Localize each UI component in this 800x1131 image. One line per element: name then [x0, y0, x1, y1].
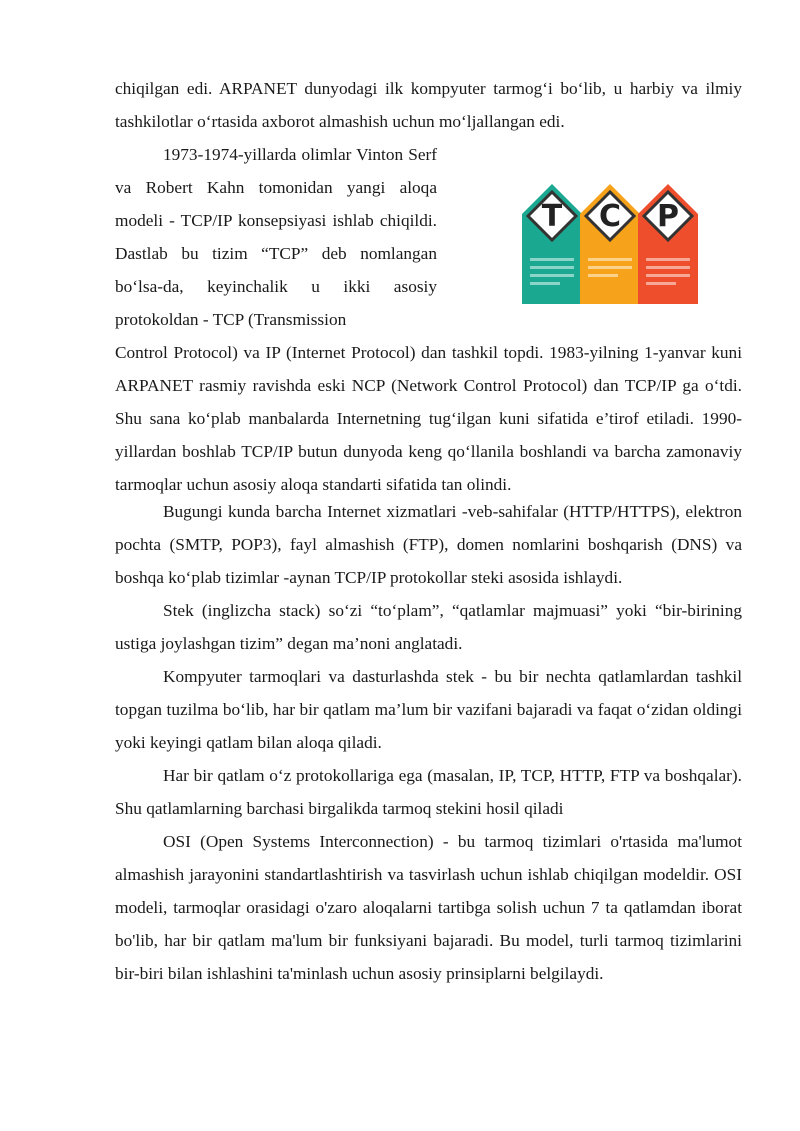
- paragraph-osi-model: OSI (Open Systems Interconnection) - bu tarmoq tizimlari o'rtasida ma'lumot almashish jarayonini standartlashtirish va tasvirlash uchun ishlab chiqilgan modeldir. OSI modeli, tarmoqlar orasidagi o'zaro aloqalarni tartibga solish uchun 7 ta qatlamdan iborat bo'lib, har bir qatlam ma'lum bir funksiyani bajaradi. Bu model, turli tarmoq tizimlarini bir-biri bilan ishlashini ta'minlash uchun asosiy prinsiplarni belgilaydi.: [115, 832, 742, 983]
- tcp-letter-p-block: [638, 184, 698, 304]
- logo-letter-t: T: [541, 199, 563, 234]
- paragraph-stack-structure: Kompyuter tarmoqlari va dasturlashda stek - bu bir nechta qatlamlardan tashkil topgan tuzilma bo‘lib, har bir qatlam ma’lum bir vazifani bajaradi va faqat o‘zidan oldingi yoki keyingi qatlam bilan aloqa qiladi.: [115, 667, 742, 752]
- logo-letter-p: P: [657, 199, 679, 234]
- paragraph-internet-services: Bugungi kunda barcha Internet xizmatlari -veb-sahifalar (HTTP/HTTPS), elektron pochta (SMTP, POP3), fayl almashish (FTP), domen nomlarini boshqarish (DNS) va boshqa ko‘plab tizimlar -aynan TCP/IP protokollar steki asosida ishlaydi.: [115, 502, 742, 587]
- paragraph-tcpip-origin: 1973-1974-yillarda olimlar Vinton Serf va Robert Kahn tomonidan yangi aloqa modeli - TCP/IP konsepsiyasi ishlab chiqildi. Dastlab bu tizim “TCP” deb nomlangan bo‘lsa-da, keyinchalik u ikki asosiy protokoldan - TCP (Transmission: [115, 145, 437, 329]
- tcp-letter-c-block: [580, 184, 640, 304]
- paragraph-tcpip-history: Control Protocol) va IP (Internet Protocol) dan tashkil topdi. 1983-yilning 1-yanvar kuni ARPANET rasmiy ravishda eski NCP (Network Control Protocol) dan TCP/IP ga o‘tdi. Shu sana ko‘plab manbalarda Internetning tug‘ilgan kuni sifatida e’tirof etiladi. 1990-yillardan boshlab TCP/IP butun dunyoda keng qo‘llanila boshlandi va barcha zamonaviy tarmoqlar uchun asosiy aloqa standarti sifatida tan olindi.: [115, 343, 742, 494]
- paragraph-arpanet: chiqilgan edi. ARPANET dunyodagi ilk kompyuter tarmog‘i bo‘lib, u harbiy va ilmiy tashkilotlar o‘rtasida axborot almashish uchun mo‘ljallangan edi.: [115, 79, 742, 131]
- paragraph-stack-definition: Stek (inglizcha stack) so‘zi “to‘plam”, “qatlamlar majmuasi” yoki “bir-birining ustiga joylashgan tizim” degan ma’noni anglatadi.: [115, 601, 742, 653]
- tcp-letter-t-block: [522, 184, 582, 304]
- logo-letter-c: C: [598, 199, 622, 234]
- tcp-logo-icon: [520, 178, 700, 308]
- paragraph-layer-protocols: Har bir qatlam o‘z protokollariga ega (masalan, IP, TCP, HTTP, FTP va boshqalar). Shu qatlamlarning barchasi birgalikda tarmoq stekini hosil qiladi: [115, 766, 742, 818]
